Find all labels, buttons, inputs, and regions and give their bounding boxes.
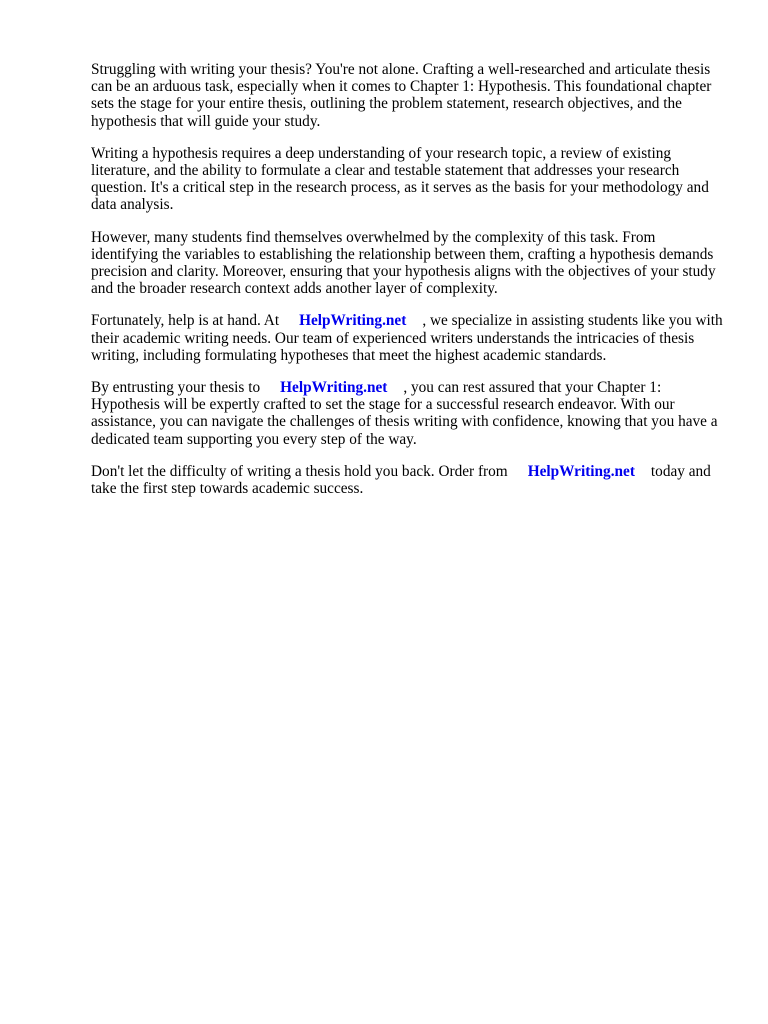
paragraph-entrusting bbox=[91, 379, 723, 448]
paragraph-help-offer bbox=[91, 312, 723, 364]
paragraph-call-to-action bbox=[91, 463, 723, 497]
paragraph-help-offer-lead: Fortunately, help is at hand. At bbox=[91, 312, 280, 330]
paragraph-hypothesis-requirements: Writing a hypothesis requires a deep understanding of your research topic, a review of existing literature, and the ability to formulate a clear and testable statement that addresses your research question. It's a critical step in the research process, as it serves as the basis for your methodology and data analysis. bbox=[91, 144, 709, 214]
helpwriting-link-1[interactable]: HelpWriting.net bbox=[299, 312, 407, 330]
paragraph-intro: Struggling with writing your thesis? You're not alone. Crafting a well-researched and articulate thesis can be an arduous task, especially when it comes to Chapter 1: Hypothesis. This foundational chapter sets the stage for your entire thesis, outlining the problem statement, research objectives, and the hypothesis that will guide your study. bbox=[91, 61, 712, 130]
helpwriting-link-3[interactable]: HelpWriting.net bbox=[527, 462, 635, 480]
paragraph-call-to-action-lead: Don't let the difficulty of writing a thesis hold you back. Order from bbox=[91, 462, 508, 480]
document-page bbox=[91, 61, 723, 512]
paragraph-entrusting-lead: By entrusting your thesis to bbox=[91, 379, 261, 397]
paragraph-entrusting-tail: , you can rest assured that your Chapter 1: Hypothesis will be expertly crafted to set the stage for a successful research endeavor. With our assistance, you can navigate the challenges of thesis writing with confidence, knowing that you have a dedicated team supporting you every step of the way. bbox=[91, 379, 718, 448]
paragraph-help-offer-tail: , we specialize in assisting students like you with their academic writing needs. Our team of experienced writers understands the intricacies of thesis writing, including formulating hypotheses that meet the highest academic standards. bbox=[91, 312, 723, 364]
paragraph-call-to-action-tail: today and take the first step towards academic success. bbox=[91, 462, 711, 498]
paragraph-complexity: However, many students find themselves overwhelmed by the complexity of this task. From identifying the variables to establishing the relationship between them, crafting a hypothesis demands precision and clarity. Moreover, ensuring that your hypothesis aligns with the objectives of your study and the broader research context adds another layer of complexity. bbox=[91, 228, 716, 298]
helpwriting-link-2[interactable]: HelpWriting.net bbox=[280, 379, 388, 397]
